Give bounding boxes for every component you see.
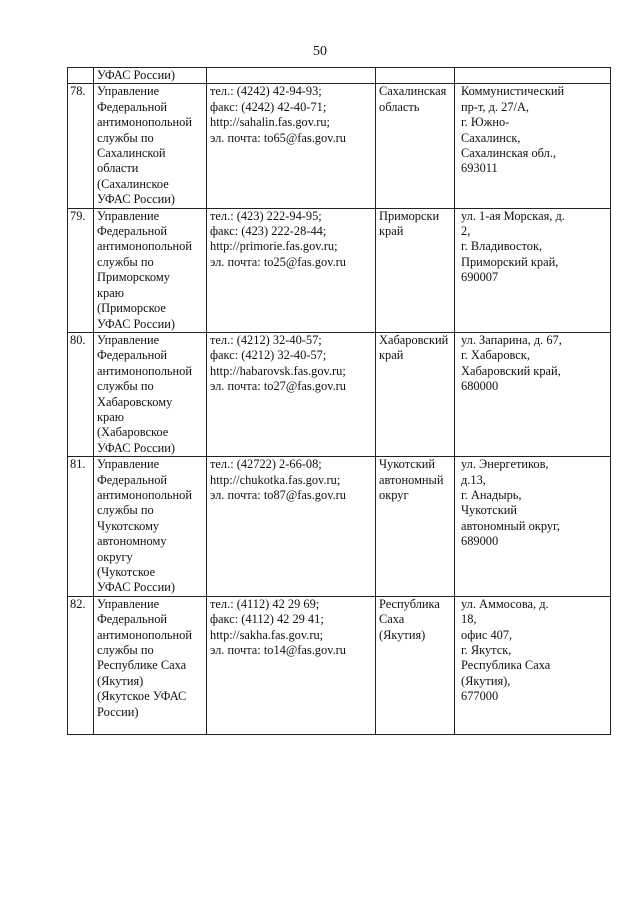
page-number: 50 bbox=[313, 44, 327, 59]
row-number-cell bbox=[68, 68, 94, 84]
address-cell bbox=[455, 68, 611, 84]
contacts-cell: тел.: (42722) 2-66-08; http://chukotka.fas.gov.ru; эл. почта: to87@fas.gov.ru bbox=[207, 457, 376, 597]
row-number-cell: 79. bbox=[68, 208, 94, 332]
address-cell: ул. Аммосова, д. 18, офис 407, г. Якутск, Республика Саха (Якутия), 677000 bbox=[455, 596, 611, 734]
contacts-cell: тел.: (4212) 32-40-57; факс: (4212) 32-40-57; http://habarovsk.fas.gov.ru; эл. почта: to27@fas.gov.ru bbox=[207, 332, 376, 456]
address-cell: Коммунистический пр-т, д. 27/А, г. Южно- Сахалинск, Сахалинская обл., 693011 bbox=[455, 84, 611, 208]
table-row-continuation bbox=[68, 68, 611, 84]
office-name-cell: Управление Федеральной антимонопольной службы по Приморскому краю (Приморское УФАС России) bbox=[94, 208, 207, 332]
table-row bbox=[68, 208, 611, 332]
row-number-cell: 80. bbox=[68, 332, 94, 456]
address-cell: ул. Запарина, д. 67, г. Хабаровск, Хабаровский край, 680000 bbox=[455, 332, 611, 456]
table-row bbox=[68, 596, 611, 734]
office-name-cell: Управление Федеральной антимонопольной службы по Республике Саха (Якутия) (Якутское УФАС России) bbox=[94, 596, 207, 734]
row-number-cell: 81. bbox=[68, 457, 94, 597]
table-row bbox=[68, 84, 611, 208]
table-row bbox=[68, 332, 611, 456]
table-row bbox=[68, 457, 611, 597]
region-cell: Сахалинская область bbox=[376, 84, 455, 208]
office-name-cell: Управление Федеральной антимонопольной службы по Сахалинской области (Сахалинское УФАС России) bbox=[94, 84, 207, 208]
region-cell: Чукотский автономный округ bbox=[376, 457, 455, 597]
address-cell: ул. 1-ая Морская, д. 2, г. Владивосток, Приморский край, 690007 bbox=[455, 208, 611, 332]
contacts-cell bbox=[207, 68, 376, 84]
contacts-cell: тел.: (4112) 42 29 69; факс: (4112) 42 29 41; http://sakha.fas.gov.ru; эл. почта: to14@fas.gov.ru bbox=[207, 596, 376, 734]
region-cell: Хабаровский край bbox=[376, 332, 455, 456]
region-cell bbox=[376, 68, 455, 84]
region-cell: Приморски край bbox=[376, 208, 455, 332]
contacts-cell: тел.: (423) 222-94-95; факс: (423) 222-28-44; http://primorie.fas.gov.ru; эл. почта: to25@fas.gov.ru bbox=[207, 208, 376, 332]
contacts-cell: тел.: (4242) 42-94-93; факс: (4242) 42-40-71; http://sahalin.fas.gov.ru; эл. почта: to65@fas.gov.ru bbox=[207, 84, 376, 208]
region-cell: Республика Саха (Якутия) bbox=[376, 596, 455, 734]
office-name-cell: УФАС России) bbox=[94, 68, 207, 84]
row-number-cell: 82. bbox=[68, 596, 94, 734]
office-name-cell: Управление Федеральной антимонопольной службы по Чукотскому автономному округу (Чукотское УФАС России) bbox=[94, 457, 207, 597]
address-cell: ул. Энергетиков, д.13, г. Анадырь, Чукотский автономный округ, 689000 bbox=[455, 457, 611, 597]
office-name-cell: Управление Федеральной антимонопольной службы по Хабаровскому краю (Хабаровское УФАС России) bbox=[94, 332, 207, 456]
row-number-cell: 78. bbox=[68, 84, 94, 208]
fas-offices-table bbox=[67, 67, 611, 735]
